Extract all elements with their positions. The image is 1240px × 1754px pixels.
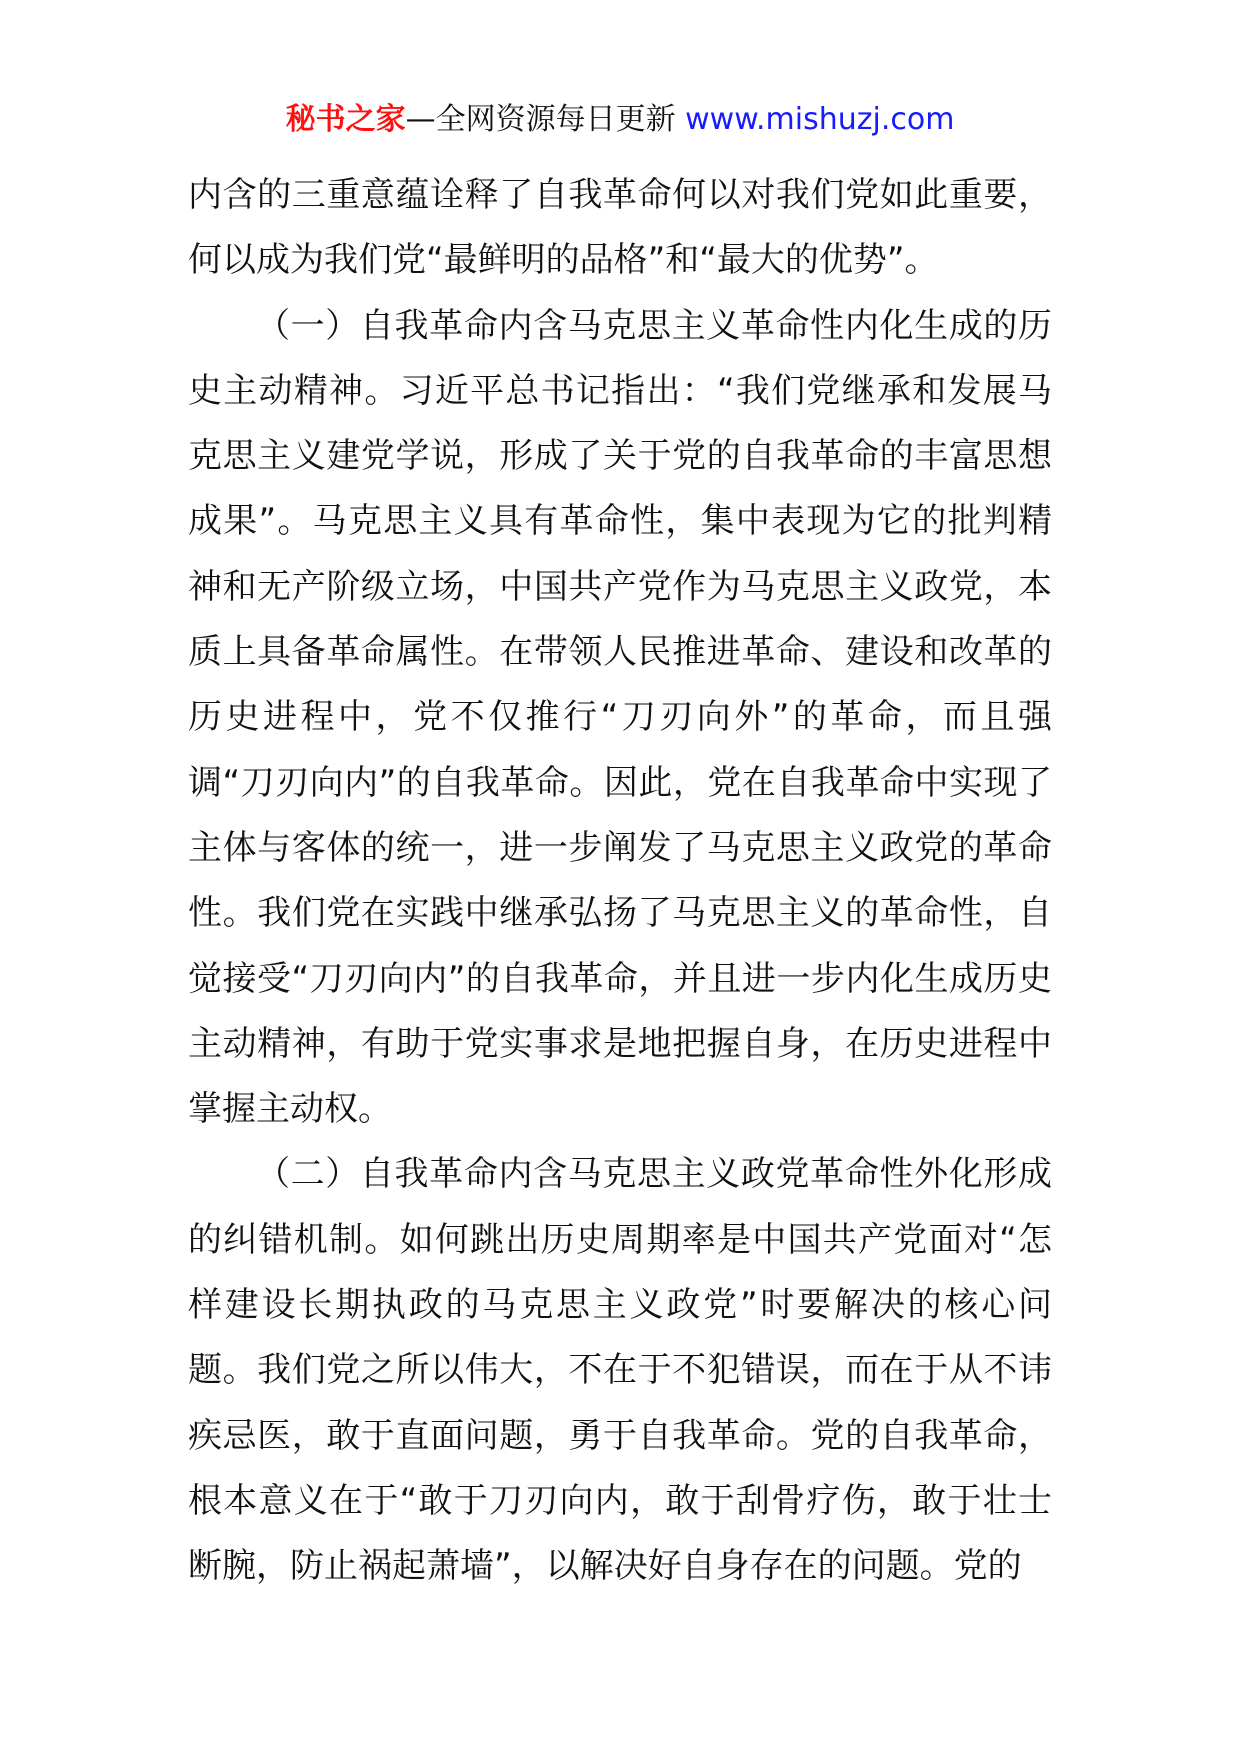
brand-name: 秘书之家 [285,102,406,137]
page-header [0,98,1240,142]
paragraph-section-2: （二）自我革命内含马克思主义政党革命性外化形成的纠错机制。如何跳出历史周期率是中国共产党面对“怎样建设长期执政的马克思主义政党”时要解决的核心问题。我们党之所以伟大，不在于不犯错误，而在于从不讳疾忌医，敢于直面问题，勇于自我革命。党的自我革命，根本意义在于“敢于刀刃向内，敢于刮骨疗伤，敢于壮士断腕，防止祸起萧墙”，以解决好自身存在的问题。党的 [188,1154,1052,1587]
header-tagline: —全网资源每日更新 [405,102,676,137]
website-link[interactable]: www.mishuzj.com [685,102,955,137]
document-body [188,163,1052,1600]
paragraph-continuation: 内含的三重意蕴诠释了自我革命何以对我们党如此重要，何以成为我们党“最鲜明的品格”和“最大的优势”。 [188,175,1052,281]
paragraph-section-1: （一）自我革命内含马克思主义革命性内化生成的历史主动精神。习近平总书记指出：“我们党继承和发展马克思主义建党学说，形成了关于党的自我革命的丰富思想成果”。马克思主义具有革命性，集中表现为它的批判精神和无产阶级立场，中国共产党作为马克思主义政党，本质上具备革命属性。在带领人民推进革命、建设和改革的历史进程中，党不仅推行“刀刃向外”的革命，而且强调“刀刃向内”的自我革命。因此，党在自我革命中实现了主体与客体的统一，进一步阐发了马克思主义政党的革命性。我们党在实践中继承弘扬了马克思主义的革命性，自觉接受“刀刃向内”的自我革命，并且进一步内化生成历史主动精神，有助于党实事求是地把握自身，在历史进程中掌握主动权。 [188,305,1052,1130]
